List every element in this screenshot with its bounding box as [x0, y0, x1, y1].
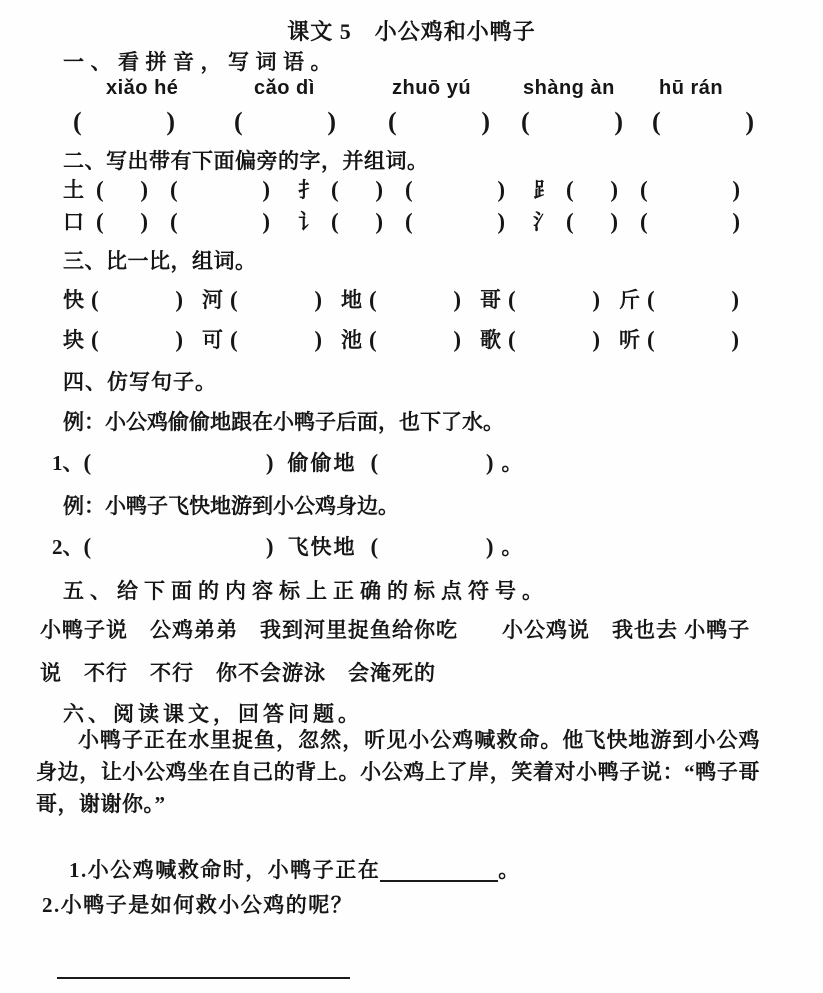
answer-blank-parens [91, 288, 183, 311]
compare-group [63, 284, 183, 314]
answer-blank-parens [73, 107, 175, 137]
paren-open: ( [170, 209, 178, 234]
answer-blank-parens [230, 328, 322, 351]
answer-blank-parens [566, 178, 618, 201]
paren-open: ( [230, 327, 238, 352]
paren-close: ) [166, 107, 175, 136]
compare-group [63, 324, 183, 354]
section3-heading: 三、比一比，组词。 [63, 249, 257, 273]
item-connector-text: 飞快地 [287, 535, 357, 559]
paren-close: ) [453, 287, 461, 312]
paren-close: ) [732, 209, 740, 234]
answer-blank-parens [652, 107, 754, 137]
answer-blank-parens [331, 178, 383, 201]
answer-blank-parens [508, 288, 600, 311]
pinyin-word-5: hū rán [659, 77, 724, 99]
example-sentence-1: 例：小公鸡偷偷地跟在小鸭子后面，也下了水。 [63, 410, 504, 434]
compare-group [202, 324, 322, 354]
paren-close: ) [314, 327, 322, 352]
answer-blank-parens [566, 210, 618, 233]
paren-open: ( [234, 107, 243, 136]
paren-close: ) [314, 287, 322, 312]
compare-char: 地 [341, 288, 362, 312]
pinyin-word-1: xiǎo hé [106, 77, 179, 99]
question-1-text: 1.小公鸡喊救命时，小鸭子正在 [69, 858, 381, 882]
radical-group [63, 206, 270, 236]
item-number: 2、 [52, 535, 84, 559]
answer-line [57, 977, 350, 979]
radical-char: 口 [63, 210, 84, 234]
paren-close: ) [485, 450, 494, 475]
answer-blank-parens [640, 210, 740, 233]
compare-char: 哥 [480, 288, 501, 312]
compare-group [619, 284, 739, 314]
paren-close: ) [497, 177, 505, 202]
answer-blank-parens [369, 288, 461, 311]
paren-close: ) [497, 209, 505, 234]
answer-blank-parens [96, 210, 148, 233]
item-period: 。 [501, 535, 523, 559]
pinyin-word-3: zhuō yú [392, 77, 472, 99]
paren-close: ) [610, 177, 618, 202]
radical-row-1 [63, 174, 740, 204]
answer-blank-parens [405, 210, 505, 233]
compare-char: 斤 [619, 288, 640, 312]
compare-char: 可 [202, 328, 223, 352]
question-1-period: 。 [498, 858, 521, 882]
question-2: 2.小鸭子是如何救小公鸡的呢？ [42, 893, 354, 917]
paren-open: ( [369, 327, 377, 352]
pinyin-word-2: cǎo dì [254, 77, 315, 99]
paren-close: ) [265, 450, 274, 475]
answer-blank-parens [508, 328, 600, 351]
radical-char: 讠 [298, 210, 319, 234]
answer-blank-parens [647, 328, 739, 351]
page-title: 课文 5 小公鸡和小鸭子 [287, 19, 536, 44]
paren-open: ( [388, 107, 397, 136]
paren-close: ) [375, 177, 383, 202]
paren-close: ) [375, 209, 383, 234]
answer-blank-parens [371, 535, 494, 558]
compare-row-1 [63, 284, 739, 314]
answer-blank-parens [331, 210, 383, 233]
answer-blank-parens [230, 288, 322, 311]
answer-blank-parens [84, 451, 274, 474]
answer-blank-parens [170, 178, 270, 201]
reading-passage: 小鸭子正在水里捉鱼，忽然，听见小公鸡喊救命。他飞快地游到小公鸡身边，让小公鸡坐在自己的背上。小公鸡上了岸，笑着对小鸭子说：“鸭子哥哥，谢谢你。” [36, 728, 760, 816]
paren-open: ( [96, 209, 104, 234]
paren-open: ( [521, 107, 530, 136]
fill-in-item-2 [52, 531, 523, 561]
paren-open: ( [73, 107, 82, 136]
paren-open: ( [331, 177, 339, 202]
paren-open: ( [91, 327, 99, 352]
paren-close: ) [265, 534, 274, 559]
answer-blank-parens [405, 178, 505, 201]
item-connector-text: 偷偷地 [287, 451, 357, 475]
answer-blank-parens [170, 210, 270, 233]
paren-open: ( [640, 177, 648, 202]
paren-close: ) [485, 534, 494, 559]
answer-blank-parens [96, 178, 148, 201]
radical-group [63, 174, 270, 204]
item-number: 1、 [52, 451, 84, 475]
paren-open: ( [83, 534, 92, 559]
paren-close: ) [262, 177, 270, 202]
radical-char: 土 [63, 178, 84, 202]
answer-blank-parens [91, 328, 183, 351]
section5-heading: 五、给下面的内容标上正确的标点符号。 [63, 579, 549, 603]
paren-close: ) [140, 209, 148, 234]
answer-blank-parens [234, 107, 336, 137]
paren-close: ) [140, 177, 148, 202]
paren-open: ( [370, 534, 379, 559]
paren-close: ) [481, 107, 490, 136]
radical-group [533, 206, 740, 236]
answer-blank-line [380, 860, 498, 882]
punctuation-exercise-line-1: 小鸭子说 公鸡弟弟 我到河里捉鱼给你吃 小公鸡说 我也去 小鸭子 [40, 618, 751, 642]
paren-open: ( [331, 209, 339, 234]
paren-open: ( [83, 450, 92, 475]
section1-heading: 一、看拼音，写词语。 [63, 50, 338, 74]
paren-close: ) [262, 209, 270, 234]
paren-open: ( [652, 107, 661, 136]
radical-group [298, 174, 505, 204]
paren-close: ) [732, 177, 740, 202]
paren-close: ) [610, 209, 618, 234]
compare-row-2 [63, 324, 739, 354]
paren-open: ( [170, 177, 178, 202]
answer-blank-parens [371, 451, 494, 474]
answer-blank-parens [369, 328, 461, 351]
answer-blank-parens [388, 107, 490, 137]
paren-open: ( [230, 287, 238, 312]
pinyin-word-4: shàng àn [523, 77, 615, 99]
item-period: 。 [501, 451, 523, 475]
paren-open: ( [647, 287, 655, 312]
paren-open: ( [566, 209, 574, 234]
compare-char: 听 [619, 328, 640, 352]
compare-char: 河 [202, 288, 223, 312]
paren-close: ) [175, 287, 183, 312]
radical-char: 扌 [298, 178, 319, 202]
compare-group [341, 324, 461, 354]
paren-close: ) [614, 107, 623, 136]
radical-char: 氵 [533, 210, 554, 234]
paren-open: ( [508, 327, 516, 352]
paren-open: ( [566, 177, 574, 202]
paren-open: ( [405, 177, 413, 202]
paren-open: ( [370, 450, 379, 475]
paren-close: ) [731, 327, 739, 352]
radical-char: ⻊ [533, 178, 554, 202]
paren-close: ) [731, 287, 739, 312]
paren-open: ( [369, 287, 377, 312]
answer-blank-parens [521, 107, 623, 137]
radical-row-2 [63, 206, 740, 236]
fill-in-item-1 [52, 447, 523, 477]
compare-group [480, 284, 600, 314]
radical-group [298, 206, 505, 236]
paren-close: ) [175, 327, 183, 352]
section6-heading: 六、阅读课文，回答问题。 [63, 702, 363, 726]
section2-heading: 二、写出带有下面偏旁的字，并组词。 [63, 149, 429, 173]
paren-close: ) [592, 327, 600, 352]
compare-group [480, 324, 600, 354]
paren-close: ) [453, 327, 461, 352]
compare-char: 池 [341, 328, 362, 352]
paren-open: ( [405, 209, 413, 234]
paren-close: ) [327, 107, 336, 136]
compare-char: 歌 [480, 328, 501, 352]
paren-close: ) [592, 287, 600, 312]
paren-open: ( [96, 177, 104, 202]
compare-group [341, 284, 461, 314]
compare-char: 快 [63, 288, 84, 312]
punctuation-exercise-line-2: 说 不行 不行 你不会游泳 会淹死的 [40, 661, 436, 685]
compare-char: 块 [63, 328, 84, 352]
compare-group [619, 324, 739, 354]
answer-blank-parens [84, 535, 274, 558]
section4-heading: 四、仿写句子。 [63, 370, 217, 394]
paren-close: ) [745, 107, 754, 136]
example-sentence-2: 例：小鸭子飞快地游到小公鸡身边。 [63, 494, 399, 518]
paren-open: ( [91, 287, 99, 312]
compare-group [202, 284, 322, 314]
paren-open: ( [647, 327, 655, 352]
radical-group [533, 174, 740, 204]
answer-blank-parens [647, 288, 739, 311]
paren-open: ( [640, 209, 648, 234]
answer-blank-parens [640, 178, 740, 201]
paren-open: ( [508, 287, 516, 312]
